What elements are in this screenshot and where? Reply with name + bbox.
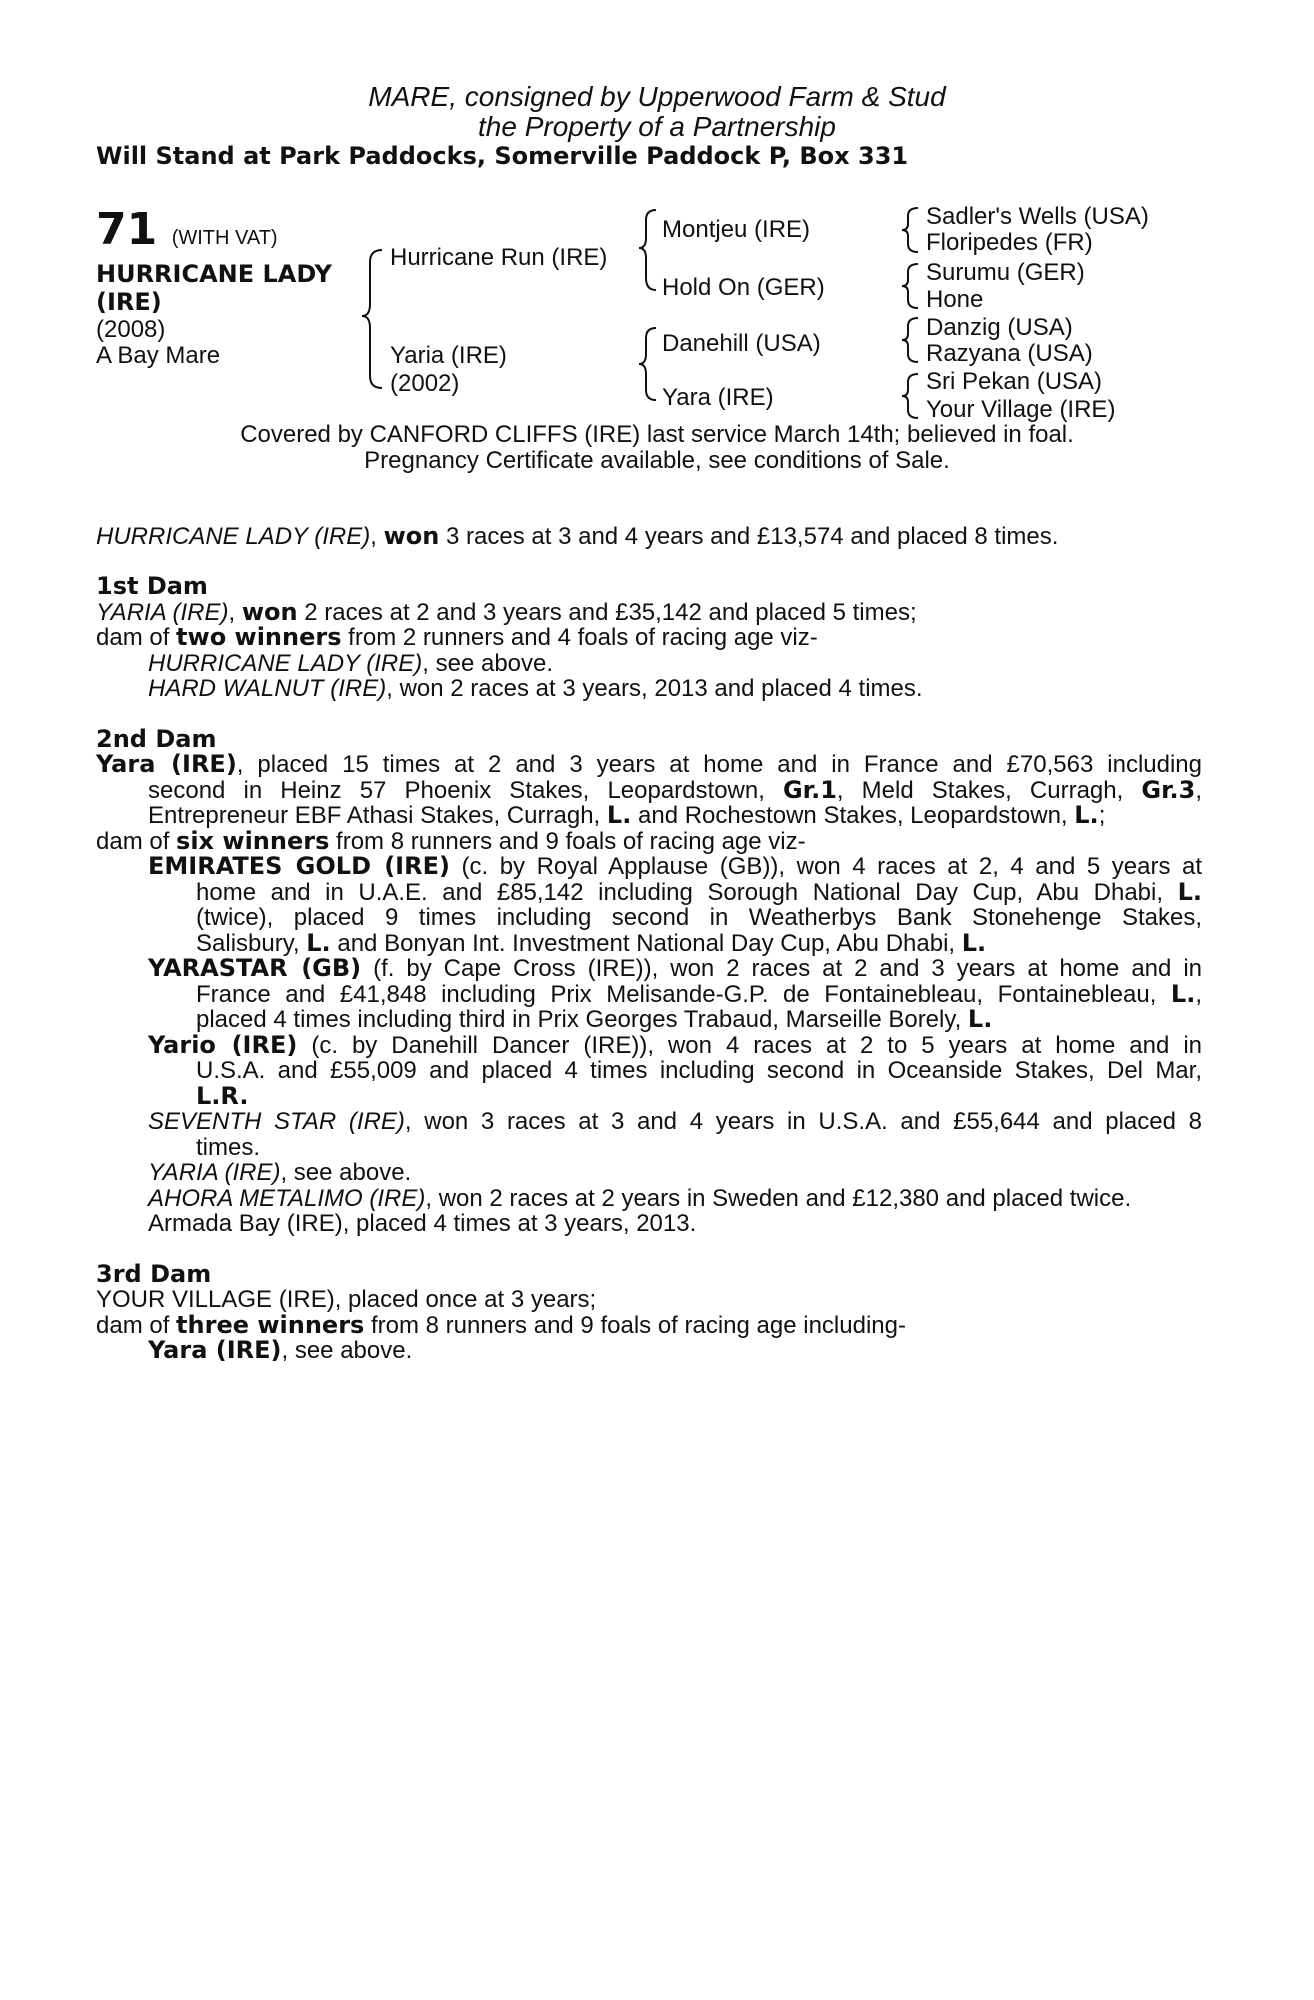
progeny-emirates-gold-name: EMIRATES GOLD (IRE) [148,852,450,880]
progeny-yaria: YARIA (IRE), see above. [148,1159,412,1186]
dam1-damof: dam of [96,624,177,651]
header-consignor: MARE, consigned by Upperwood Farm & Stud [368,81,946,112]
progeny-yario-name: Yario (IRE) [148,1031,298,1059]
pedigree-sire-dam: Hold On (GER) [662,274,825,301]
progeny-emirates-gold-l2: home and in U.A.E. and £85,142 including Sorough National Day Cup, Abu Dhabi, L. [196,878,1202,906]
dam2-heading: 2nd Dam [96,725,217,753]
dam3-winners: three winners [176,1311,365,1339]
pedigree-dam-dam: Yara (IRE) [662,384,774,411]
summary-name: HURRICANE LADY (IRE) [96,523,371,550]
lot-description: A Bay Mare [96,342,221,369]
dam2-yara-line1 [96,752,1202,778]
pedigree-dam-year: (2002) [390,370,460,397]
progeny-yario-l1: Yario (IRE) (c. by Danehill Dancer (IRE)), won 4 races at 2 to 5 years at home and in [148,1031,1202,1059]
lot-vat: (WITH VAT) [171,227,278,249]
dam2-yara-name: Yara (IRE) [96,750,237,778]
dam1-winners: two winners [176,623,342,651]
dam1-progeny-2-rest: , won 2 races at 3 years, 2013 and placed 4 times. [386,675,923,702]
lot-name-line2: (IRE) [96,288,162,316]
brace-g1 [902,208,918,252]
dam2-yara-l1: , placed 15 times at 2 and 3 years at home and in France and £70,563 including [236,751,1202,778]
lot-name-line1: HURRICANE LADY [96,260,332,288]
progeny-emirates-gold-l3: (twice), placed 9 times including second in Weatherbys Bank Stonehenge Stakes, [196,904,1202,931]
pedigree-g5: Danzig (USA) [926,314,1073,341]
pedigree-sire-sire: Montjeu (IRE) [662,216,811,243]
pregnancy-line: Pregnancy Certificate available, see conditions of Sale. [364,447,950,474]
dam1-runners: from 2 runners and 4 foals of racing age viz- [341,624,818,651]
pedigree-g8: Your Village (IRE) [926,396,1116,423]
pedigree-g2: Floripedes (FR) [926,229,1093,256]
progeny-yarastar-l3: placed 4 times including third in Prix Georges Trabaud, Marseille Borely, L. [196,1005,993,1033]
progeny-seventh-star-l2: times. [196,1134,261,1161]
pedigree-g6: Razyana (USA) [926,340,1093,367]
progeny-ahora-metalimo: AHORA METALIMO (IRE), won 2 races at 2 years in Sweden and £12,380 and placed twice. [148,1185,1132,1212]
dam3-heading: 3rd Dam [96,1260,212,1288]
dam3-line2: dam of three winners from 8 runners and 9 foals of racing age including- [96,1311,906,1339]
summary-rest: 3 races at 3 and 4 years and £13,574 and placed 8 times. [439,523,1059,550]
dam2-damof: dam of six winners from 8 runners and 9 foals of racing age viz- [96,827,806,855]
summary-line: HURRICANE LADY (IRE), won 3 races at 3 and 4 years and £13,574 and placed 8 times. [96,522,1059,550]
pedigree-sire: Hurricane Run (IRE) [390,244,608,271]
dam1-line2 [96,625,818,651]
progeny-seventh-star-name: SEVENTH STAR (IRE) [148,1108,405,1135]
progeny-armada-bay: Armada Bay (IRE), placed 4 times at 3 years, 2013. [148,1210,697,1237]
dam3-line1: YOUR VILLAGE (IRE), placed once at 3 years; [96,1286,597,1313]
pedigree-dam-sire: Danehill (USA) [662,330,821,357]
dam1-name: YARIA (IRE) [96,599,229,626]
pedigree-g1: Sadler's Wells (USA) [926,203,1149,230]
dam2-yara-line2: second in Heinz 57 Phoenix Stakes, Leopardstown, Gr.1, Meld Stakes, Curragh, Gr.3, [148,776,1202,804]
header-stand: Will Stand at Park Paddocks, Somerville Paddock P, Box 331 [96,142,909,170]
brace-g2 [902,264,918,308]
progeny-ahora-metalimo-name: AHORA METALIMO (IRE) [148,1185,426,1212]
covered-line: Covered by CANFORD CLIFFS (IRE) last service March 14th; believed in foal. [240,421,1074,448]
dam1-progeny-1-rest: , see above. [422,650,554,677]
pedigree-dam: Yaria (IRE) [390,342,507,369]
dam1-heading: 1st Dam [96,572,208,600]
pedigree-g4: Hone [926,286,984,313]
progeny-emirates-gold-l4: Salisbury, L. and Bonyan Int. Investment National Day Cup, Abu Dhabi, L. [196,929,987,957]
progeny-yario-l2: U.S.A. and £55,009 and placed 4 times including second in Oceanside Stakes, Del Mar, [196,1057,1202,1084]
dam1-progeny-2-name: HARD WALNUT (IRE) [148,675,387,702]
pedigree-g3: Surumu (GER) [926,259,1085,286]
brace-dam-line [639,328,656,400]
dam2-winners: six winners [176,827,330,855]
lot-number: 71 [96,204,158,255]
dam1-progeny-2 [148,676,923,702]
brace-generation-1 [362,250,382,388]
progeny-yario-l3: L.R. [196,1082,249,1110]
brace-g4 [902,374,918,418]
dam1-progeny-1 [148,651,553,677]
grade-gr3: Gr.3 [1141,776,1196,804]
progeny-emirates-gold-l1: EMIRATES GOLD (IRE) (c. by Royal Applause (GB)), won 4 races at 2, 4 and 5 years at [148,852,1203,880]
progeny-yarastar-l1: YARASTAR (GB) (f. by Cape Cross (IRE)), won 2 races at 2 and 3 years at home and in [148,954,1203,982]
progeny-yarastar-name: YARASTAR (GB) [148,954,362,982]
dam1-line1: YARIA (IRE), won 2 races at 2 and 3 years and £35,142 and placed 5 times; [96,598,917,626]
progeny-seventh-star-l1: SEVENTH STAR (IRE), won 3 races at 3 and 4 years in U.S.A. and £55,644 and placed 8 [148,1108,1202,1135]
dam2-yara-line3: Entrepreneur EBF Athasi Stakes, Curragh, L. and Rochestown Stakes, Leopardstown, L.; [148,801,1106,829]
dam1-progeny-1-name: HURRICANE LADY (IRE) [148,650,423,677]
pedigree-g7: Sri Pekan (USA) [926,368,1103,395]
lot-year: (2008) [96,316,166,343]
summary-won: won [383,522,440,550]
dam1-rest: 2 races at 2 and 3 years and £35,142 and placed 5 times; [297,599,917,626]
progeny-yarastar-l2: France and £41,848 including Prix Melisande-G.P. de Fontainebleau, Fontainebleau, L., [196,980,1202,1008]
brace-sire-line [639,210,656,290]
progeny-yaria-name: YARIA (IRE) [148,1159,281,1186]
grade-gr1: Gr.1 [782,776,837,804]
header-property: the Property of a Partnership [478,111,836,142]
dam3-progeny-name: Yara (IRE) [148,1336,282,1364]
brace-g3 [902,318,918,362]
dam3-line3: Yara (IRE), see above. [148,1336,413,1364]
dam1-won: won [241,598,298,626]
